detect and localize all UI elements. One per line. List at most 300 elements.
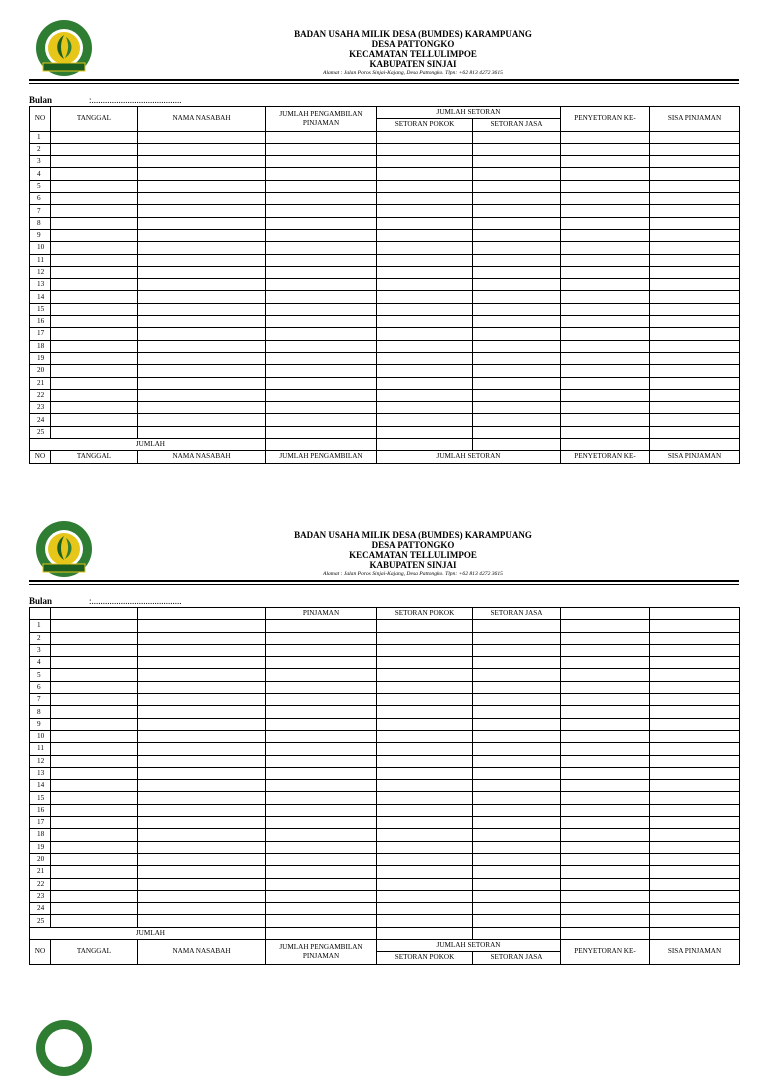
entry-cell[interactable] [561,644,650,656]
entry-cell[interactable] [377,402,473,414]
entry-cell[interactable] [266,730,377,742]
entry-cell[interactable] [561,706,650,718]
entry-cell[interactable] [561,730,650,742]
entry-cell[interactable] [377,792,473,804]
entry-cell[interactable] [138,632,266,644]
entry-cell[interactable] [561,620,650,632]
entry-cell[interactable] [266,217,377,229]
entry-cell[interactable] [377,866,473,878]
entry-cell[interactable] [377,377,473,389]
entry-cell[interactable] [561,841,650,853]
entry-cell[interactable] [377,168,473,180]
entry-cell[interactable] [51,804,138,816]
entry-cell[interactable] [51,229,138,241]
entry-cell[interactable] [51,180,138,192]
entry-cell[interactable] [138,328,266,340]
entry-cell[interactable] [561,303,650,315]
entry-cell[interactable] [138,694,266,706]
entry-cell[interactable] [138,205,266,217]
entry-cell[interactable] [138,841,266,853]
entry-cell[interactable] [473,242,561,254]
entry-cell[interactable] [51,841,138,853]
entry-cell[interactable] [51,303,138,315]
entry-cell[interactable] [561,767,650,779]
entry-cell[interactable] [561,829,650,841]
entry-cell[interactable] [650,229,740,241]
entry-cell[interactable] [561,878,650,890]
entry-cell[interactable] [51,853,138,865]
entry-cell[interactable] [266,180,377,192]
entry-cell[interactable] [473,303,561,315]
entry-cell[interactable] [561,915,650,927]
entry-cell[interactable] [377,254,473,266]
entry-cell[interactable] [561,718,650,730]
entry-cell[interactable] [473,168,561,180]
entry-cell[interactable] [650,316,740,328]
entry-cell[interactable] [473,804,561,816]
entry-cell[interactable] [650,644,740,656]
entry-cell[interactable] [561,131,650,143]
entry-cell[interactable] [138,743,266,755]
cell[interactable] [561,439,650,451]
cell[interactable] [650,439,740,451]
entry-cell[interactable] [650,841,740,853]
entry-cell[interactable] [561,402,650,414]
entry-cell[interactable] [51,377,138,389]
entry-cell[interactable] [51,156,138,168]
entry-cell[interactable] [650,780,740,792]
entry-cell[interactable] [266,718,377,730]
entry-cell[interactable] [473,792,561,804]
entry-cell[interactable] [266,168,377,180]
entry-cell[interactable] [51,866,138,878]
entry-cell[interactable] [650,890,740,902]
entry-cell[interactable] [650,730,740,742]
entry-cell[interactable] [473,657,561,669]
entry-cell[interactable] [138,242,266,254]
entry-cell[interactable] [266,853,377,865]
entry-cell[interactable] [138,681,266,693]
entry-cell[interactable] [51,328,138,340]
entry-cell[interactable] [561,890,650,902]
entry-cell[interactable] [377,414,473,426]
entry-cell[interactable] [473,841,561,853]
entry-cell[interactable] [266,767,377,779]
entry-cell[interactable] [51,426,138,438]
entry-cell[interactable] [473,402,561,414]
entry-cell[interactable] [51,755,138,767]
entry-cell[interactable] [266,156,377,168]
entry-cell[interactable] [138,217,266,229]
entry-cell[interactable] [650,156,740,168]
entry-cell[interactable] [377,266,473,278]
entry-cell[interactable] [473,340,561,352]
entry-cell[interactable] [138,829,266,841]
entry-cell[interactable] [377,291,473,303]
entry-cell[interactable] [473,291,561,303]
entry-cell[interactable] [266,706,377,718]
entry-cell[interactable] [377,878,473,890]
entry-cell[interactable] [51,829,138,841]
entry-cell[interactable] [51,718,138,730]
entry-cell[interactable] [561,365,650,377]
entry-cell[interactable] [473,143,561,155]
entry-cell[interactable] [266,193,377,205]
entry-cell[interactable] [561,853,650,865]
entry-cell[interactable] [138,620,266,632]
entry-cell[interactable] [561,266,650,278]
entry-cell[interactable] [138,229,266,241]
entry-cell[interactable] [561,229,650,241]
entry-cell[interactable] [561,168,650,180]
entry-cell[interactable] [561,143,650,155]
entry-cell[interactable] [473,316,561,328]
entry-cell[interactable] [266,669,377,681]
entry-cell[interactable] [51,915,138,927]
entry-cell[interactable] [473,217,561,229]
entry-cell[interactable] [266,414,377,426]
entry-cell[interactable] [138,131,266,143]
entry-cell[interactable] [377,242,473,254]
entry-cell[interactable] [473,205,561,217]
entry-cell[interactable] [51,205,138,217]
entry-cell[interactable] [377,279,473,291]
entry-cell[interactable] [266,340,377,352]
entry-cell[interactable] [266,352,377,364]
entry-cell[interactable] [51,131,138,143]
entry-cell[interactable] [561,156,650,168]
entry-cell[interactable] [138,730,266,742]
entry-cell[interactable] [266,620,377,632]
entry-cell[interactable] [377,755,473,767]
entry-cell[interactable] [561,755,650,767]
entry-cell[interactable] [650,657,740,669]
entry-cell[interactable] [561,291,650,303]
entry-cell[interactable] [650,414,740,426]
entry-cell[interactable] [138,193,266,205]
entry-cell[interactable] [138,414,266,426]
entry-cell[interactable] [377,340,473,352]
entry-cell[interactable] [473,352,561,364]
entry-cell[interactable] [138,316,266,328]
entry-cell[interactable] [266,755,377,767]
entry-cell[interactable] [473,694,561,706]
entry-cell[interactable] [266,780,377,792]
entry-cell[interactable] [650,340,740,352]
entry-cell[interactable] [561,426,650,438]
entry-cell[interactable] [51,644,138,656]
entry-cell[interactable] [377,217,473,229]
entry-cell[interactable] [138,143,266,155]
entry-cell[interactable] [473,254,561,266]
entry-cell[interactable] [561,180,650,192]
entry-cell[interactable] [51,669,138,681]
entry-cell[interactable] [266,426,377,438]
entry-cell[interactable] [473,681,561,693]
entry-cell[interactable] [650,829,740,841]
entry-cell[interactable] [138,389,266,401]
cell[interactable] [377,927,473,939]
entry-cell[interactable] [650,804,740,816]
entry-cell[interactable] [51,242,138,254]
entry-cell[interactable] [266,681,377,693]
entry-cell[interactable] [266,694,377,706]
entry-cell[interactable] [377,853,473,865]
entry-cell[interactable] [377,694,473,706]
entry-cell[interactable] [51,217,138,229]
entry-cell[interactable] [266,377,377,389]
entry-cell[interactable] [473,915,561,927]
entry-cell[interactable] [138,168,266,180]
entry-cell[interactable] [266,743,377,755]
entry-cell[interactable] [650,792,740,804]
entry-cell[interactable] [138,657,266,669]
entry-cell[interactable] [377,303,473,315]
entry-cell[interactable] [650,180,740,192]
entry-cell[interactable] [650,389,740,401]
entry-cell[interactable] [561,903,650,915]
entry-cell[interactable] [266,402,377,414]
entry-cell[interactable] [473,389,561,401]
entry-cell[interactable] [650,402,740,414]
entry-cell[interactable] [51,767,138,779]
entry-cell[interactable] [51,780,138,792]
entry-cell[interactable] [650,242,740,254]
entry-cell[interactable] [473,829,561,841]
entry-cell[interactable] [473,377,561,389]
entry-cell[interactable] [650,365,740,377]
entry-cell[interactable] [138,706,266,718]
entry-cell[interactable] [650,217,740,229]
entry-cell[interactable] [561,669,650,681]
entry-cell[interactable] [473,866,561,878]
entry-cell[interactable] [561,804,650,816]
entry-cell[interactable] [51,365,138,377]
entry-cell[interactable] [51,414,138,426]
entry-cell[interactable] [561,316,650,328]
entry-cell[interactable] [377,657,473,669]
entry-cell[interactable] [266,131,377,143]
entry-cell[interactable] [138,767,266,779]
entry-cell[interactable] [650,620,740,632]
entry-cell[interactable] [377,743,473,755]
entry-cell[interactable] [51,681,138,693]
entry-cell[interactable] [650,303,740,315]
entry-cell[interactable] [138,180,266,192]
entry-cell[interactable] [561,414,650,426]
entry-cell[interactable] [51,389,138,401]
entry-cell[interactable] [138,254,266,266]
entry-cell[interactable] [650,279,740,291]
entry-cell[interactable] [377,730,473,742]
entry-cell[interactable] [266,303,377,315]
entry-cell[interactable] [473,853,561,865]
entry-cell[interactable] [473,156,561,168]
entry-cell[interactable] [650,817,740,829]
entry-cell[interactable] [138,279,266,291]
entry-cell[interactable] [561,377,650,389]
entry-cell[interactable] [138,804,266,816]
entry-cell[interactable] [51,632,138,644]
entry-cell[interactable] [650,669,740,681]
entry-cell[interactable] [377,817,473,829]
entry-cell[interactable] [51,890,138,902]
entry-cell[interactable] [266,143,377,155]
entry-cell[interactable] [473,817,561,829]
entry-cell[interactable] [266,903,377,915]
entry-cell[interactable] [473,767,561,779]
entry-cell[interactable] [473,718,561,730]
entry-cell[interactable] [377,915,473,927]
entry-cell[interactable] [650,266,740,278]
entry-cell[interactable] [650,291,740,303]
entry-cell[interactable] [377,131,473,143]
entry-cell[interactable] [51,291,138,303]
cell[interactable] [473,439,561,451]
entry-cell[interactable] [377,316,473,328]
entry-cell[interactable] [138,266,266,278]
entry-cell[interactable] [650,205,740,217]
entry-cell[interactable] [266,817,377,829]
entry-cell[interactable] [561,242,650,254]
entry-cell[interactable] [51,316,138,328]
entry-cell[interactable] [650,915,740,927]
entry-cell[interactable] [138,402,266,414]
entry-cell[interactable] [377,632,473,644]
entry-cell[interactable] [650,328,740,340]
entry-cell[interactable] [377,644,473,656]
entry-cell[interactable] [561,792,650,804]
entry-cell[interactable] [266,804,377,816]
entry-cell[interactable] [377,426,473,438]
entry-cell[interactable] [650,878,740,890]
entry-cell[interactable] [377,193,473,205]
cell[interactable] [266,927,377,939]
entry-cell[interactable] [138,853,266,865]
entry-cell[interactable] [377,890,473,902]
entry-cell[interactable] [51,620,138,632]
entry-cell[interactable] [473,620,561,632]
entry-cell[interactable] [51,903,138,915]
entry-cell[interactable] [561,743,650,755]
entry-cell[interactable] [266,657,377,669]
entry-cell[interactable] [377,706,473,718]
entry-cell[interactable] [377,681,473,693]
entry-cell[interactable] [51,402,138,414]
entry-cell[interactable] [561,694,650,706]
entry-cell[interactable] [266,389,377,401]
entry-cell[interactable] [266,242,377,254]
entry-cell[interactable] [377,156,473,168]
entry-cell[interactable] [138,915,266,927]
entry-cell[interactable] [138,866,266,878]
entry-cell[interactable] [138,792,266,804]
entry-cell[interactable] [473,669,561,681]
entry-cell[interactable] [51,878,138,890]
entry-cell[interactable] [377,620,473,632]
entry-cell[interactable] [473,743,561,755]
entry-cell[interactable] [650,352,740,364]
entry-cell[interactable] [473,878,561,890]
entry-cell[interactable] [51,266,138,278]
entry-cell[interactable] [650,681,740,693]
entry-cell[interactable] [138,817,266,829]
entry-cell[interactable] [138,156,266,168]
entry-cell[interactable] [473,706,561,718]
entry-cell[interactable] [266,866,377,878]
entry-cell[interactable] [51,706,138,718]
entry-cell[interactable] [377,669,473,681]
entry-cell[interactable] [377,365,473,377]
entry-cell[interactable] [650,377,740,389]
entry-cell[interactable] [473,890,561,902]
bulan-input-line[interactable]: :........................................ [89,596,182,606]
entry-cell[interactable] [473,780,561,792]
entry-cell[interactable] [51,193,138,205]
entry-cell[interactable] [377,767,473,779]
entry-cell[interactable] [266,266,377,278]
entry-cell[interactable] [473,755,561,767]
bulan-input-line[interactable]: :........................................ [89,95,182,105]
entry-cell[interactable] [473,180,561,192]
entry-cell[interactable] [561,657,650,669]
entry-cell[interactable] [561,817,650,829]
entry-cell[interactable] [138,755,266,767]
entry-cell[interactable] [473,903,561,915]
entry-cell[interactable] [561,193,650,205]
entry-cell[interactable] [266,316,377,328]
entry-cell[interactable] [266,205,377,217]
entry-cell[interactable] [650,903,740,915]
entry-cell[interactable] [561,780,650,792]
entry-cell[interactable] [138,291,266,303]
entry-cell[interactable] [51,254,138,266]
entry-cell[interactable] [266,328,377,340]
entry-cell[interactable] [650,143,740,155]
entry-cell[interactable] [650,743,740,755]
entry-cell[interactable] [473,644,561,656]
entry-cell[interactable] [377,205,473,217]
entry-cell[interactable] [473,730,561,742]
entry-cell[interactable] [561,681,650,693]
entry-cell[interactable] [138,377,266,389]
entry-cell[interactable] [51,340,138,352]
entry-cell[interactable] [51,792,138,804]
entry-cell[interactable] [138,644,266,656]
entry-cell[interactable] [377,352,473,364]
entry-cell[interactable] [266,291,377,303]
entry-cell[interactable] [650,718,740,730]
entry-cell[interactable] [561,866,650,878]
entry-cell[interactable] [561,340,650,352]
entry-cell[interactable] [473,229,561,241]
cell[interactable] [561,927,650,939]
entry-cell[interactable] [266,632,377,644]
entry-cell[interactable] [266,365,377,377]
entry-cell[interactable] [650,131,740,143]
entry-cell[interactable] [561,217,650,229]
entry-cell[interactable] [51,730,138,742]
entry-cell[interactable] [51,817,138,829]
entry-cell[interactable] [650,755,740,767]
entry-cell[interactable] [377,780,473,792]
entry-cell[interactable] [650,866,740,878]
cell[interactable] [266,439,377,451]
entry-cell[interactable] [650,254,740,266]
entry-cell[interactable] [377,143,473,155]
entry-cell[interactable] [377,180,473,192]
entry-cell[interactable] [266,841,377,853]
